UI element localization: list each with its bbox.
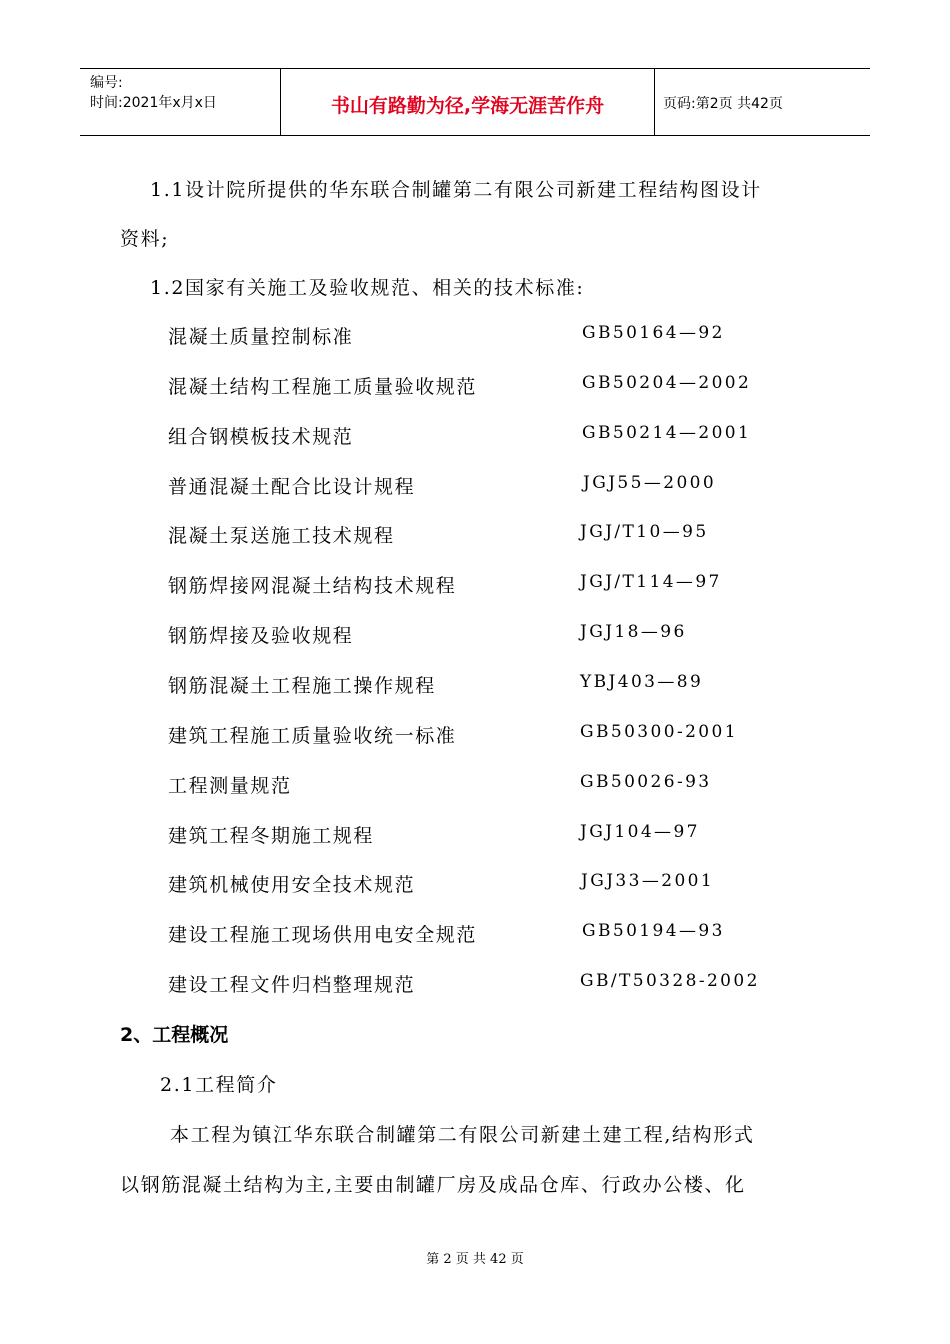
standard-code: JGJ/T10—95 (580, 522, 709, 542)
standard-name: 钢筋焊接网混凝土结构技术规程 (168, 575, 457, 597)
page-footer: 第 2 页 共 42 页 (426, 1252, 524, 1267)
header-meta (80, 69, 281, 135)
subsection-2-1-title: 2.1工程简介 (160, 1074, 278, 1096)
standard-name: 混凝土质量控制标准 (168, 326, 354, 348)
standard-code: JGJ33—2001 (581, 871, 715, 891)
standard-name: 组合钢模板技术规范 (168, 426, 354, 448)
standard-code: JGJ104—97 (580, 822, 700, 842)
standard-code: GB50300-2001 (580, 722, 738, 742)
section-2-title: 2、工程概况 (120, 1024, 229, 1046)
paragraph-3-line-1: 本工程为镇江华东联合制罐第二有限公司新建土建工程,结构形式 (170, 1124, 755, 1146)
number-label: 编号: (90, 75, 123, 91)
standard-name: 建筑工程施工质量验收统一标准 (168, 725, 457, 747)
standard-code: GB/T50328-2002 (580, 971, 760, 991)
time-label: 时间:2021年x月x日 (90, 95, 217, 111)
standard-code: GB50164—92 (582, 323, 725, 343)
standard-code: GB50214—2001 (582, 423, 752, 443)
paragraph-3-line-2: 以钢筋混凝土结构为主,主要由制罐厂房及成品仓库、行政办公楼、化 (120, 1174, 746, 1196)
standard-code: GB50194—93 (582, 921, 725, 941)
paragraph-2: 1.2国家有关施工及验收规范、相关的技术标准: (150, 277, 585, 299)
standard-name: 建筑机械使用安全技术规范 (168, 874, 416, 896)
standard-name: 普通混凝土配合比设计规程 (168, 476, 416, 498)
standard-code: YBJ403—89 (580, 672, 704, 692)
standard-name: 建设工程施工现场供用电安全规范 (168, 924, 478, 946)
standard-name: 混凝土泵送施工技术规程 (168, 525, 395, 547)
standard-code: JGJ/T114—97 (580, 572, 722, 592)
paragraph-1-line-1: 1.1设计院所提供的华东联合制罐第二有限公司新建工程结构图设计 (150, 179, 762, 201)
standard-name: 建筑工程冬期施工规程 (168, 825, 375, 847)
paragraph-1-line-2: 资料; (120, 228, 170, 250)
standard-name: 工程测量规范 (168, 775, 292, 797)
page-header (80, 68, 870, 136)
standard-code: GB50026-93 (580, 772, 712, 792)
header-motto: 书山有路勤为径,学海无涯苦作舟 (281, 69, 655, 135)
standard-code: GB50204—2002 (582, 373, 752, 393)
standard-name: 混凝土结构工程施工质量验收规范 (168, 376, 478, 398)
header-page-info: 页码:第2页 共42页 (663, 96, 783, 112)
standard-code: JGJ55—2000 (583, 473, 717, 493)
standard-name: 钢筋焊接及验收规程 (168, 625, 354, 647)
standard-code: JGJ18—96 (580, 622, 687, 642)
standard-name: 钢筋混凝土工程施工操作规程 (168, 675, 436, 697)
standard-name: 建设工程文件归档整理规范 (168, 974, 416, 996)
